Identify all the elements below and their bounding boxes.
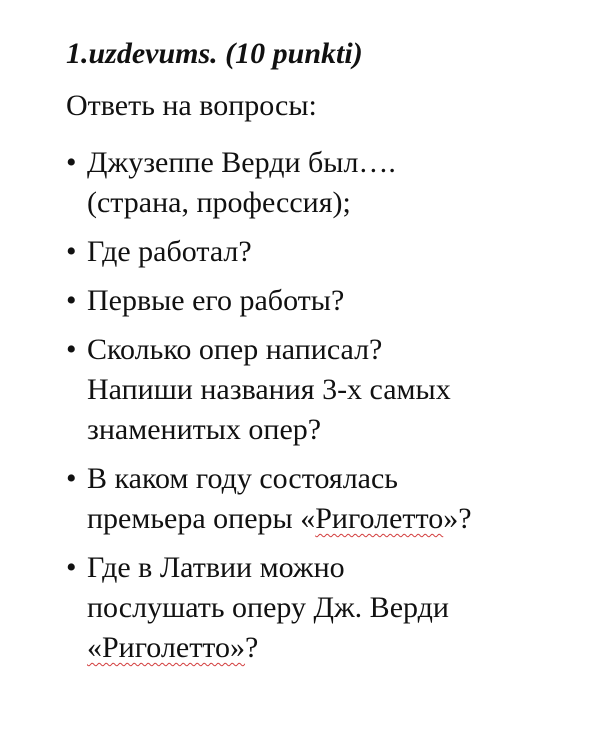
question-item-2 — [66, 232, 596, 272]
bullet-icon: • — [66, 235, 77, 268]
spellcheck-flagged-word[interactable]: «Риголетто» — [87, 631, 246, 664]
question-text — [87, 143, 596, 223]
bullet-icon: • — [66, 333, 77, 366]
question-line: В каком году состоялась — [87, 462, 398, 495]
spellcheck-flagged-word[interactable]: Риголетто — [315, 502, 444, 535]
question-line — [87, 628, 596, 668]
question-line: Джузеппе Верди был…. — [87, 146, 396, 179]
question-text — [87, 459, 596, 539]
task-heading: 1.uzdevums. (10 punkti) — [66, 37, 363, 70]
question-line-text: премьера оперы « — [87, 502, 316, 535]
question-line-text: ? — [245, 631, 259, 664]
question-line: Первые его работы? — [87, 284, 345, 317]
question-line — [87, 499, 596, 539]
question-item-6 — [66, 548, 596, 668]
question-line: Напиши названия 3-х самых — [87, 373, 451, 406]
question-line: послушать оперу Дж. Верди — [87, 591, 449, 624]
bullet-icon: • — [66, 146, 77, 179]
question-item-1 — [66, 143, 596, 223]
question-line: (страна, профессия); — [87, 186, 351, 219]
question-list — [66, 143, 596, 677]
question-text — [87, 548, 596, 668]
question-line: знаменитых опер? — [87, 413, 322, 446]
question-line-text: »? — [443, 502, 472, 535]
bullet-icon: • — [66, 284, 77, 317]
question-text — [87, 330, 596, 450]
question-item-4 — [66, 330, 596, 450]
question-item-5 — [66, 459, 596, 539]
task-instruction: Ответь на вопросы: — [66, 89, 317, 122]
question-text — [87, 281, 596, 321]
question-line: Сколько опер написал? — [87, 333, 383, 366]
bullet-icon: • — [66, 551, 77, 584]
question-text — [87, 232, 596, 272]
question-line: Где в Латвии можно — [87, 551, 345, 584]
question-item-3 — [66, 281, 596, 321]
bullet-icon: • — [66, 462, 77, 495]
question-line: Где работал? — [87, 235, 252, 268]
